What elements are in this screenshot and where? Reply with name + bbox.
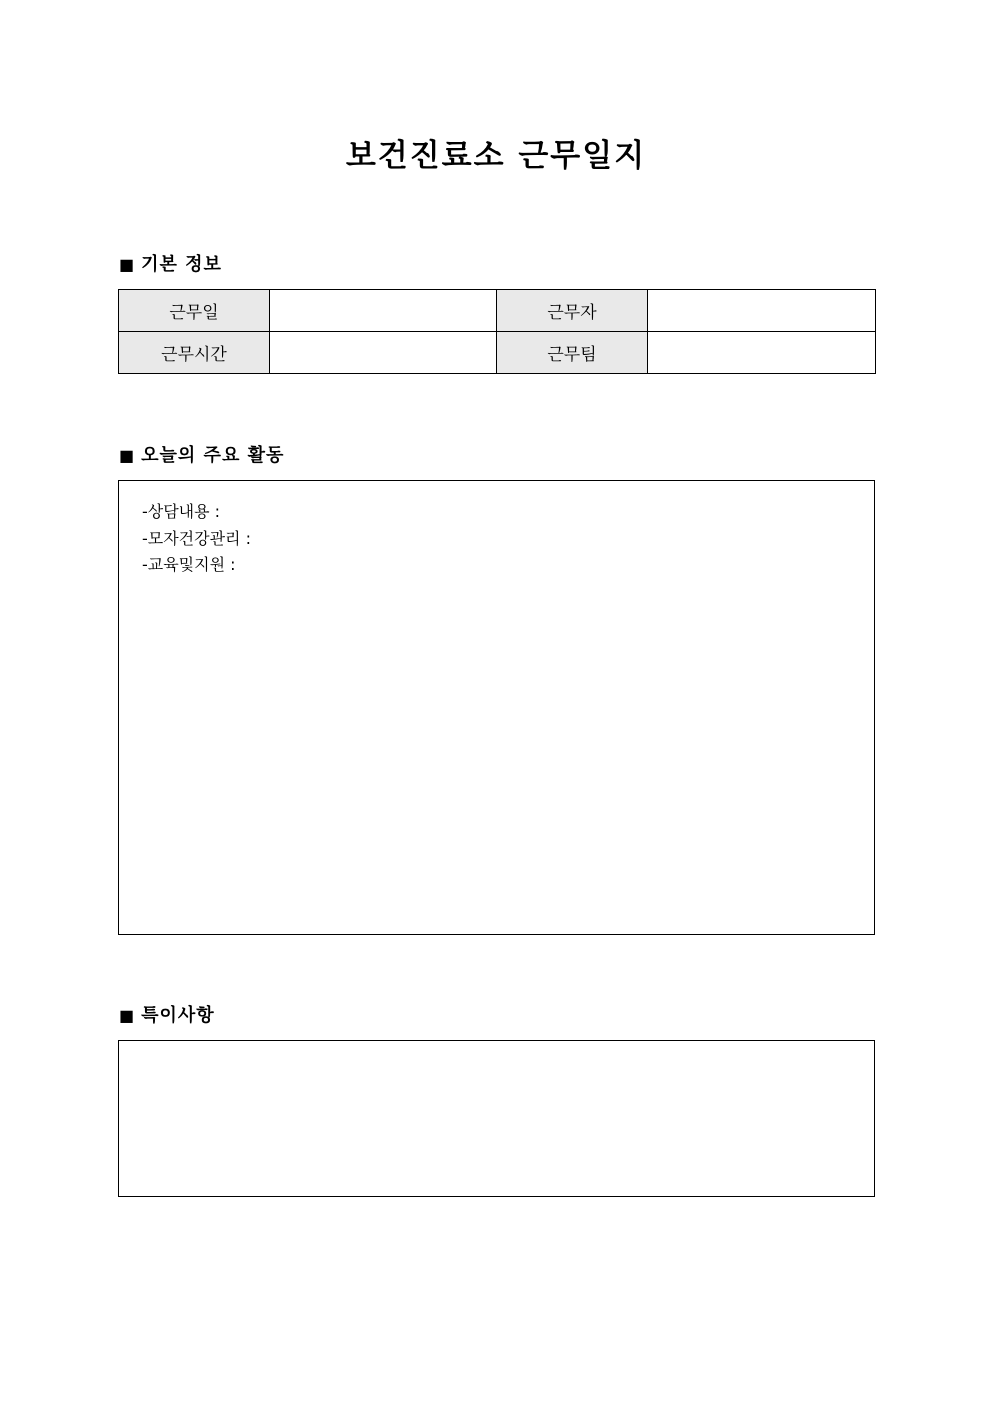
work-date-field[interactable] [270, 290, 497, 332]
activity-line-counseling: -상담내용 : [142, 502, 221, 521]
activity-line-maternal-child-health: -모자건강관리 : [142, 528, 251, 548]
work-team-field[interactable] [648, 332, 876, 374]
table-row [119, 290, 876, 332]
activities-heading [119, 444, 284, 468]
activities-list [142, 499, 251, 579]
square-bullet-icon: ■ [119, 1006, 136, 1025]
work-team-label: 근무팀 [497, 332, 648, 374]
worker-label: 근무자 [497, 290, 648, 332]
activities-heading-text: 오늘의 주요 활동 [141, 445, 285, 466]
notes-heading-text: 특이사항 [141, 1005, 215, 1026]
square-bullet-icon: ■ [119, 255, 136, 274]
document-title: 보건진료소 근무일지 [345, 138, 647, 174]
basic-info-table [118, 289, 876, 374]
basic-info-heading [119, 253, 222, 277]
worker-field[interactable] [648, 290, 876, 332]
work-hours-label: 근무시간 [119, 332, 270, 374]
square-bullet-icon: ■ [119, 446, 136, 465]
basic-info-heading-text: 기본 정보 [141, 254, 222, 275]
activities-box[interactable] [118, 480, 875, 935]
table-row [119, 332, 876, 374]
notes-box[interactable] [118, 1040, 875, 1197]
notes-heading [119, 1004, 215, 1028]
work-date-label: 근무일 [119, 290, 270, 332]
work-hours-field[interactable] [270, 332, 497, 374]
activity-line-education-support: -교육및지원 : [142, 555, 236, 574]
